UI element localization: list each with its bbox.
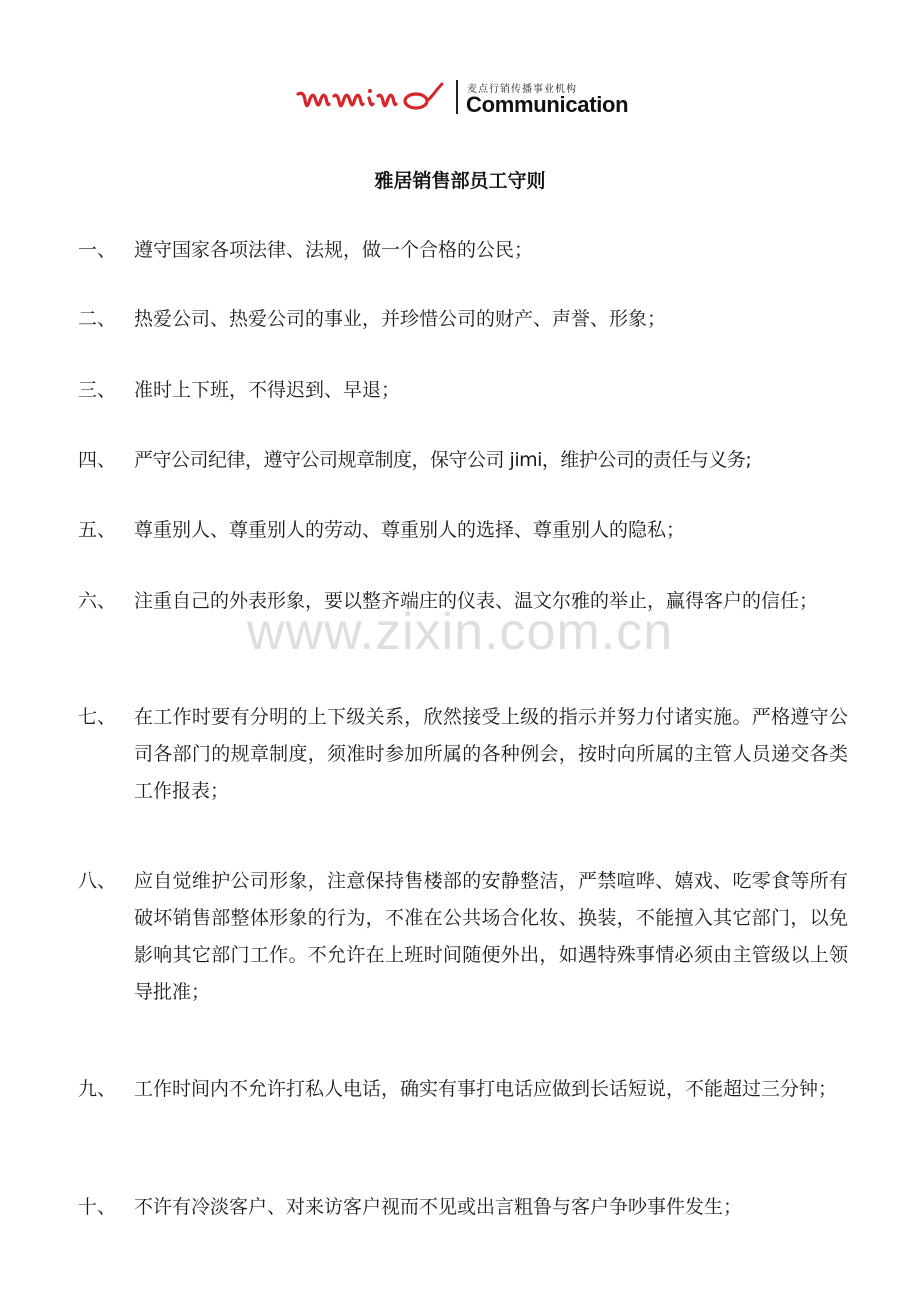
rule-text: 准时上下班，不得迟到、早退； xyxy=(134,379,401,401)
rule-number: 三、 xyxy=(78,379,117,401)
rule-item xyxy=(78,512,848,549)
rule-text: 工作时间内不允许打私人电话，确实有事打电话应做到长话短说，不能超过三分钟； xyxy=(134,1078,838,1100)
rule-item xyxy=(78,372,848,409)
rule-number: 八、 xyxy=(78,870,117,892)
rule-number: 九、 xyxy=(78,1078,117,1100)
rule-text: 不许有冷淡客户、对来访客户视而不见或出言粗鲁与客户争吵事件发生； xyxy=(134,1196,743,1218)
rule-number: 四、 xyxy=(78,449,117,471)
rule-item xyxy=(78,442,848,479)
rule-number: 一、 xyxy=(78,239,117,261)
rule-text: 在工作时要有分明的上下级关系，欣然接受上级的指示并努力付诸实施。严格遵守公司各部门的规章制度，须准时参加所属的各种例会，按时向所属的主管人员递交各类工作报表； xyxy=(134,706,848,802)
rule-text: 热爱公司、热爱公司的事业，并珍惜公司的财产、声誉、形象； xyxy=(134,308,667,330)
rule-number: 十、 xyxy=(78,1196,117,1218)
letterhead xyxy=(296,76,636,120)
document-title: 雅居销售部员工守则 xyxy=(374,170,546,192)
rule-item xyxy=(78,863,848,1011)
mind-logo-icon xyxy=(296,82,448,114)
rule-item xyxy=(78,232,848,269)
rule-number: 六、 xyxy=(78,590,117,612)
rule-text: 应自觉维护公司形象，注意保持售楼部的安静整洁，严禁喧哗、嬉戏、吃零食等所有破坏销售部整体形象的行为，不准在公共场合化妆、换装，不能擅入其它部门，以免影响其它部门工作。不允许在上班时间随便外出，如遇特殊事情必须由主管级以上领导批准； xyxy=(134,870,848,1003)
rule-text: 注重自己的外表形象，要以整齐端庄的仪表、温文尔雅的举止，赢得客户的信任； xyxy=(134,590,819,612)
rule-text: 严守公司纪律，遵守公司规章制度，保守公司 jimi，维护公司的责任与义务; xyxy=(134,449,752,471)
rule-item xyxy=(78,301,848,338)
rule-item xyxy=(78,1189,848,1226)
brand-subtitle: 麦点行销传播事业机构 xyxy=(467,84,577,95)
watermark: www.zixin.com.cn xyxy=(246,603,674,661)
rule-text: 遵守国家各项法律、法规，做一个合格的公民； xyxy=(134,239,534,261)
brand-name: Communication xyxy=(466,92,629,117)
rule-text: 尊重别人、尊重别人的劳动、尊重别人的选择、尊重别人的隐私； xyxy=(134,519,686,541)
rule-number: 五、 xyxy=(78,519,117,541)
logo-divider xyxy=(456,80,458,114)
rule-item xyxy=(78,1071,848,1108)
rule-number: 二、 xyxy=(78,308,117,330)
rule-number: 七、 xyxy=(78,706,117,728)
rule-item xyxy=(78,583,848,620)
rule-item xyxy=(78,699,848,810)
